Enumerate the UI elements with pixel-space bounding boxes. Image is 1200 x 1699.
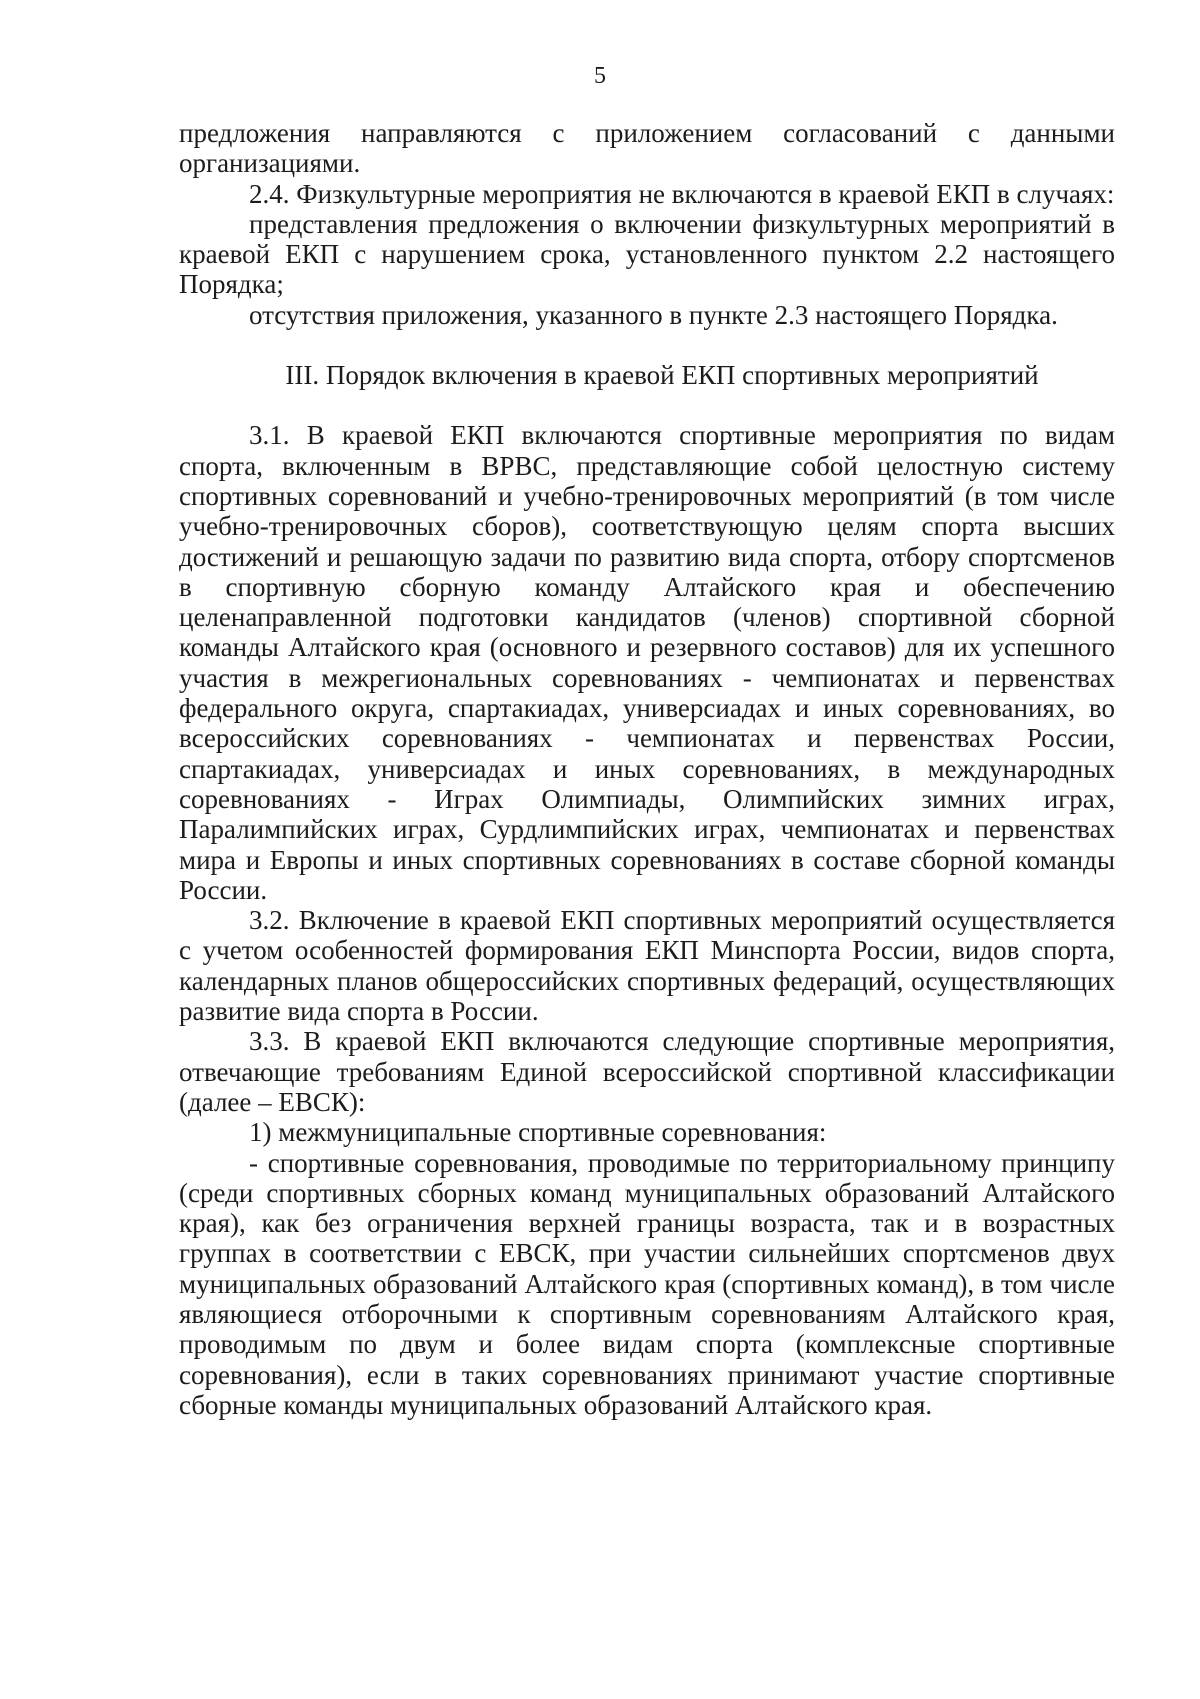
paragraph-2-4-item-b: отсутствия приложения, указанного в пункте 2.3 настоящего Порядка.: [249, 299, 1058, 330]
paragraph-continuation: предложения направляются с приложением согласований с данными организациями.: [179, 118, 1115, 179]
document-body: [179, 118, 1115, 1420]
spacer: [179, 330, 1115, 360]
paragraph-3-3: 3.3. В краевой ЕКП включаются следующие спортивные мероприятия, отвечающие требованиям Единой всероссийской спортивной классификации (далее – ЕВСК):: [179, 1026, 1115, 1117]
paragraph-2-4: 2.4. Физкультурные мероприятия не включаются в краевой ЕКП в случаях:: [249, 178, 1115, 209]
paragraph-3-1: 3.1. В краевой ЕКП включаются спортивные мероприятия по видам спорта, включенным в ВРВС, представляющие собой целостную систему спортивных соревнований и учебно-тренировочных мероприятий (в том числе учебно-тренировочных сборов), соответствующую целям спорта высших достижений и решающую задачи по развитию вида спорта, отбору спортсменов в спортивную сборную команду Алтайского края и обеспечению целенаправленной подготовки кандидатов (членов) спортивной сборной команды Алтайского края (основного и резервного составов) для их успешного участия в межрегиональных соревнованиях - чемпионатах и первенствах федерального округа, спартакиадах, универсиадах и иных соревнованиях, во всероссийских соревнованиях - чемпионатах и первенствах России, спартакиадах, универсиадах и иных соревнованиях, в международных соревнованиях - Играх Олимпиады, Олимпийских зимних играх, Паралимпийских играх, Сурдлимпийских играх, чемпионатах и первенствах мира и Европы и иных спортивных соревнованиях в составе сборной команды России.: [179, 420, 1115, 905]
paragraph-2-4-item-a: представления предложения о включении физкультурных мероприятий в краевой ЕКП с нарушением срока, установленного пунктом 2.2 настоящего Порядка;: [179, 208, 1115, 300]
paragraph-3-2: 3.2. Включение в краевой ЕКП спортивных мероприятий осуществляется с учетом особенностей формирования ЕКП Минспорта России, видов спорта, календарных планов общероссийских спортивных федераций, осуществляющих развитие вида спорта в России.: [179, 905, 1115, 1027]
paragraph-3-3-item-1-a: - спортивные соревнования, проводимые по территориальному принципу (среди спортивных сборных команд муниципальных образований Алтайского края), как без ограничения верхней границы возраста, так и в возрастных группах в соответствии с ЕВСК, при участии сильнейших спортсменов двух муниципальных образований Алтайского края (спортивных команд), в том числе являющиеся отборочными к спортивным соревнованиям Алтайского края, проводимым по двум и более видам спорта (комплексные спортивные соревнования), если в таких соревнованиях принимают участие спортивные сборные команды муниципальных образований Алтайского края.: [179, 1147, 1115, 1420]
section-3-heading: III. Порядок включения в краевой ЕКП спортивных мероприятий: [285, 360, 1039, 391]
paragraph-3-3-item-1: 1) межмуниципальные спортивные соревнования:: [249, 1117, 827, 1148]
page-number: 5: [594, 63, 606, 89]
spacer: [179, 390, 1115, 420]
